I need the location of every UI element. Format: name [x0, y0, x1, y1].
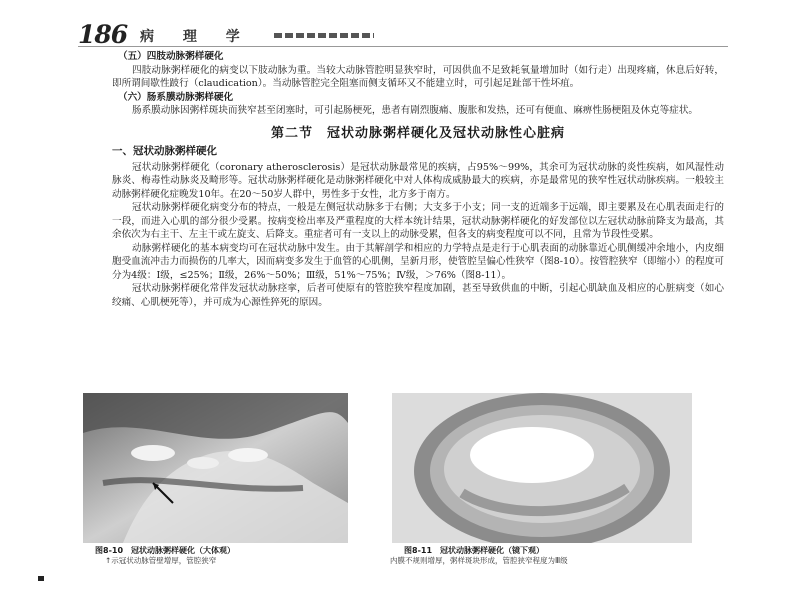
figure-label-1: 图8-10 冠状动脉粥样硬化（大体观） [95, 546, 236, 555]
paragraph-limb: 四肢动脉粥样硬化的病变以下肢动脉为重。当较大动脉管腔明显狭窄时，可因供血不足致耗氧量增加时（如行走）出现疼痛，休息后好转，即所谓间歇性跛行（claudication）。当动脉管腔完全阻塞而侧支循环又不能建立时，可引起足趾部干性坏疽。 [112, 64, 724, 89]
paragraph-1: 冠状动脉粥样硬化（coronary atherosclerosis）是冠状动脉最常见的疾病，占95%～99%，其余可为冠状动脉的炎性疾病，如风湿性动脉炎、梅毒性动脉炎及畸形等。冠状动脉粥样硬化是动脉粥样硬化中对人体构成威胁最大的疾病，亦是最常见的狭窄性冠状动脉疾病。一般较主动脉粥样硬化症晚发10年。在20～50岁人群中，男性多于女性，北方多于南方。 [112, 161, 724, 200]
chapter-title: 第二节 冠状动脉粥样硬化及冠状动脉性心脏病 [270, 125, 565, 141]
header-decoration [274, 33, 374, 38]
figure-microscopy [392, 393, 692, 543]
microscopy-image [392, 393, 692, 543]
header-title: 病 理 学 [140, 29, 252, 45]
figure-caption-2 [380, 546, 700, 566]
header-rule [78, 46, 728, 47]
section-title-mesenteric: （六）肠系膜动脉粥样硬化 [118, 91, 234, 103]
paragraph-2: 冠状动脉粥样硬化病变分布的特点，一般是左侧冠状动脉多于右侧；大支多于小支；同一支的近端多于远端，即主要累及在心肌表面走行的一段，而进入心肌的部分很少受累。按病变检出率及严重程度的大样本统计结果，冠状动脉粥样硬化的好发部位以左冠状动脉前降支为最高，其余依次为右主干、左主干或左旋支、后降支。重症者可有一支以上的动脉受累，但各支的病变程度可以不同，且常为节段性受累。 [112, 202, 724, 240]
section-title-limb: （五）四肢动脉粥样硬化 [118, 51, 224, 62]
paragraph-mesenteric: 肠系膜动脉因粥样斑块而狭窄甚至闭塞时，可引起肠梗死，患者有剧烈腹痛、腹胀和发热，还可有便血、麻痹性肠梗阻及休克等症状。 [132, 105, 699, 116]
paragraph-4: 冠状动脉粥样硬化常伴发冠状动脉痉挛，后者可使原有的管腔狭窄程度加剧，甚至导致供血的中断，引起心肌缺血及相应的心脏病变（如心绞痛、心肌梗死等），并可成为心源性猝死的原因。 [112, 283, 724, 308]
paragraph-3: 动脉粥样硬化的基本病变均可在冠状动脉中发生。由于其解剖学和相应的力学特点是走行于心肌表面的动脉靠近心肌侧缓冲余地小，内皮细胞受血流冲击力而损伤的几率大，因而病变多发生于血管的心肌侧，呈新月形，使管腔呈偏心性狭窄（图8-10）。按管腔狭窄（即缩小）的程度可分为4级：Ⅰ级，≤25%；Ⅱ级，26%～50%；Ⅲ级，51%～75%；Ⅳ级，＞76%（图8-11）。 [112, 242, 724, 281]
gross-specimen-image [83, 393, 348, 543]
page-number: 186 [78, 20, 128, 49]
figure-caption-1 [95, 546, 355, 566]
figure-label-2: 图8-11 冠状动脉粥样硬化（镜下观） [404, 546, 545, 555]
figure-note-1: ↑示冠状动脉管壁增厚，管腔狭窄 [105, 556, 217, 565]
figure-note-2: 内膜不规则增厚，粥样斑块形成，管腔狭窄程度为Ⅲ级 [390, 556, 568, 565]
corner-mark [38, 576, 44, 581]
body-text [112, 50, 724, 309]
subsection-title: 一、冠状动脉粥样硬化 [112, 145, 217, 157]
figure-gross-specimen [83, 393, 348, 543]
